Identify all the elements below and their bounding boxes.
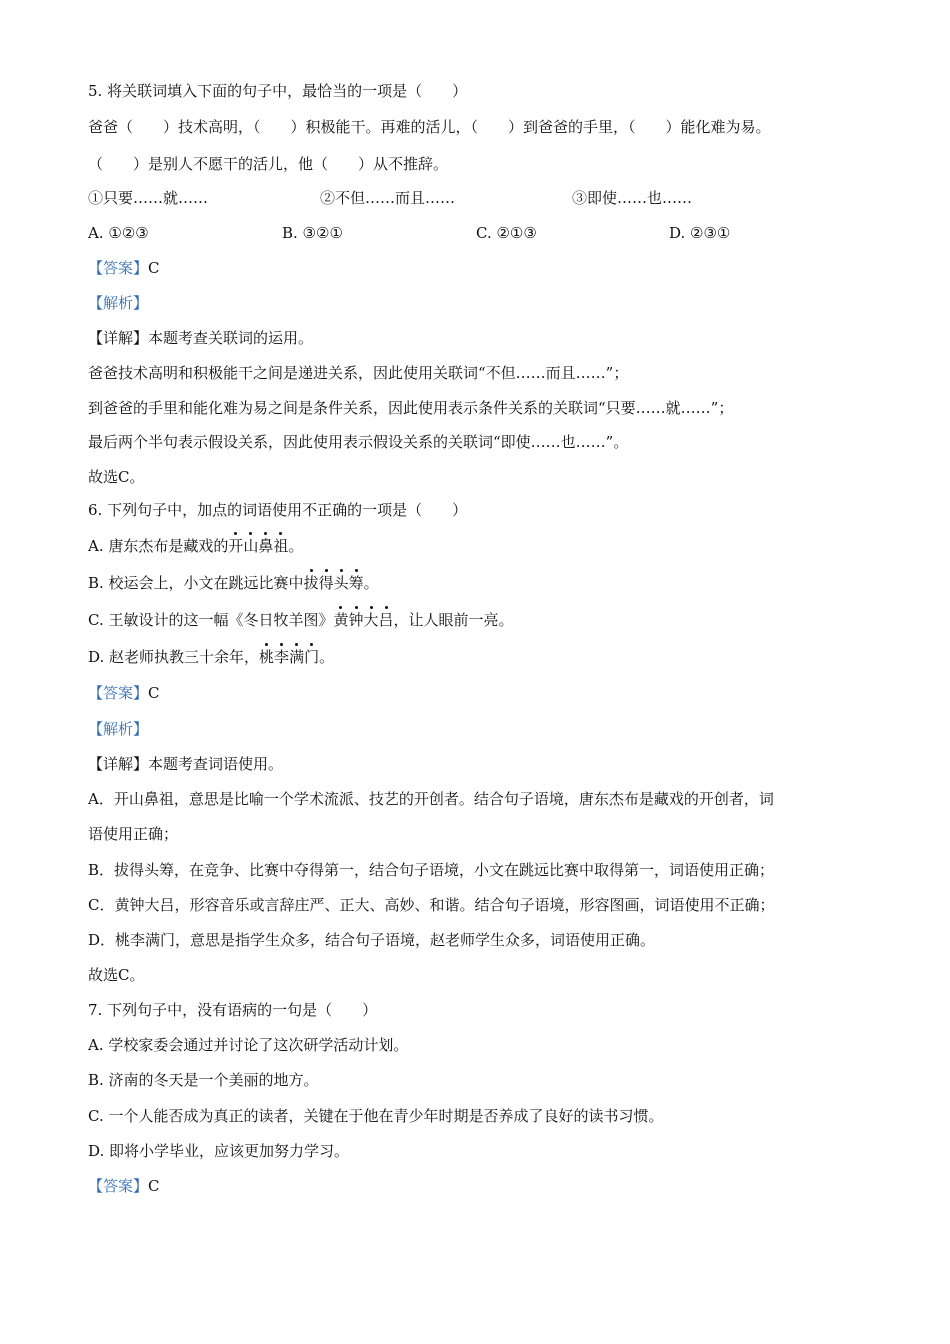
q6-explanation-b: B．拔得头筹，在竞争、比赛中夺得第一，结合句子语境，小文在跳远比赛中取得第一，词语使用正确； (88, 861, 775, 879)
q5-explanation-1: 爸爸技术高明和积极能干之间是递进关系，因此使用关联词“不但……而且……”； (88, 364, 629, 382)
q5-option-c: C. ②①③ (476, 224, 537, 242)
q7-answer-value: C (148, 1177, 160, 1195)
dotted-char: 门 (304, 648, 320, 666)
q7-option-c: C. 一个人能否成为真正的读者，关键在于他在青少年时期是否养成了良好的读书习惯。 (88, 1107, 664, 1125)
q6-option-d-text: D. 赵老师执教三十余年， (88, 648, 260, 666)
q6-analysis-label: 【解析】 (88, 720, 149, 738)
q7-option-a: A. 学校家委会通过并讨论了这次研学活动计划。 (88, 1036, 409, 1054)
q7-answer-label: 【答案】 (88, 1177, 149, 1195)
dotted-char: 大 (363, 611, 379, 629)
q5-choices (88, 188, 848, 208)
dotted-char: 筹 (348, 574, 364, 592)
q6-detail (88, 754, 283, 774)
q5-detail-text: 本题考查关联词的运用。 (148, 329, 314, 347)
dotted-char: 满 (289, 648, 305, 666)
dotted-char: 祖 (273, 537, 289, 555)
dotted-char: 拔 (303, 574, 319, 592)
q7-option-d: D. 即将小学毕业，应该更加努力学习。 (88, 1142, 350, 1160)
dotted-char: 头 (333, 574, 349, 592)
q5-choice-3: ③即使……也…… (572, 189, 693, 207)
dotted-char: 钟 (348, 611, 364, 629)
q6-option-a (88, 536, 303, 556)
dotted-char: 桃 (259, 648, 275, 666)
q6-option-a-end: 。 (288, 537, 304, 555)
q6-conclusion: 故选C。 (88, 966, 145, 984)
dotted-char: 鼻 (258, 537, 274, 555)
q5-explanation-3: 最后两个半句表示假设关系，因此使用表示假设关系的关联词“即使……也……”。 (88, 433, 629, 451)
q6-explanation-a-cont: 语使用正确； (88, 825, 179, 843)
q5-option-b: B. ③②① (282, 224, 343, 242)
q6-option-d (88, 647, 334, 667)
q6-answer (88, 683, 160, 703)
dotted-char: 黄 (333, 611, 349, 629)
dotted-char: 山 (243, 537, 259, 555)
q7-option-b: B. 济南的冬天是一个美丽的地方。 (88, 1071, 319, 1089)
q5-option-a: A. ①②③ (88, 224, 149, 242)
q6-explanation-c: C．黄钟大吕，形容音乐或言辞庄严、正大、高妙、和谐。结合句子语境，形容图画，词语使用不正确； (88, 896, 775, 914)
q5-choice-1: ①只要……就…… (88, 189, 209, 207)
q5-detail (88, 328, 313, 348)
q5-option-d: D. ②③① (669, 224, 731, 242)
q5-answer-value: C (148, 259, 160, 277)
q7-stem: 7. 下列句子中，没有语病的一句是（ ） (88, 1001, 378, 1019)
q6-option-c-text: C. 王敏设计的这一幅《冬日牧羊图》 (88, 611, 334, 629)
q5-detail-label: 【详解】 (88, 329, 149, 347)
q7-answer (88, 1176, 160, 1196)
q5-answer-label: 【答案】 (88, 259, 149, 277)
q5-sentence2: （ ）是别人不愿干的活儿，他（ ）从不推辞。 (88, 155, 449, 173)
q5-choice-2: ②不但……而且…… (320, 189, 456, 207)
q6-explanation-d: D．桃李满门，意思是指学生众多，结合句子语境，赵老师学生众多，词语使用正确。 (88, 931, 656, 949)
q6-detail-label: 【详解】 (88, 755, 149, 773)
q6-option-b (88, 573, 379, 593)
q6-option-d-end: 。 (319, 648, 335, 666)
q5-conclusion: 故选C。 (88, 468, 145, 486)
q6-explanation-a: A．开山鼻祖，意思是比喻一个学术流派、技艺的开创者。结合句子语境，唐东杰布是藏戏的开创者，词 (88, 790, 774, 808)
q6-answer-value: C (148, 684, 160, 702)
q5-sentence1: 爸爸（ ）技术高明，（ ）积极能干。再难的活儿，（ ）到爸爸的手里，（ ）能化难为易。 (88, 118, 771, 136)
q6-option-a-text: A. 唐东杰布是藏戏的 (88, 537, 229, 555)
q6-option-b-end: 。 (363, 574, 379, 592)
q5-analysis-label: 【解析】 (88, 294, 149, 312)
q5-stem: 5. 将关联词填入下面的句子中，最恰当的一项是（ ） (88, 82, 468, 100)
q6-option-b-text: B. 校运会上，小文在跳远比赛中 (88, 574, 304, 592)
dotted-char: 开 (228, 537, 244, 555)
q6-answer-label: 【答案】 (88, 684, 149, 702)
q5-explanation-2: 到爸爸的手里和能化难为易之间是条件关系，因此使用表示条件关系的关联词“只要……就……”； (88, 399, 734, 417)
q6-detail-text: 本题考查词语使用。 (148, 755, 284, 773)
q6-option-c (88, 610, 514, 630)
q5-options (88, 223, 848, 243)
q6-stem: 6. 下列句子中，加点的词语使用不正确的一项是（ ） (88, 501, 468, 519)
q5-answer (88, 258, 160, 278)
q6-option-c-end: ，让人眼前一亮。 (393, 611, 514, 629)
dotted-char: 吕 (378, 611, 394, 629)
dotted-char: 得 (318, 574, 334, 592)
dotted-char: 李 (274, 648, 290, 666)
